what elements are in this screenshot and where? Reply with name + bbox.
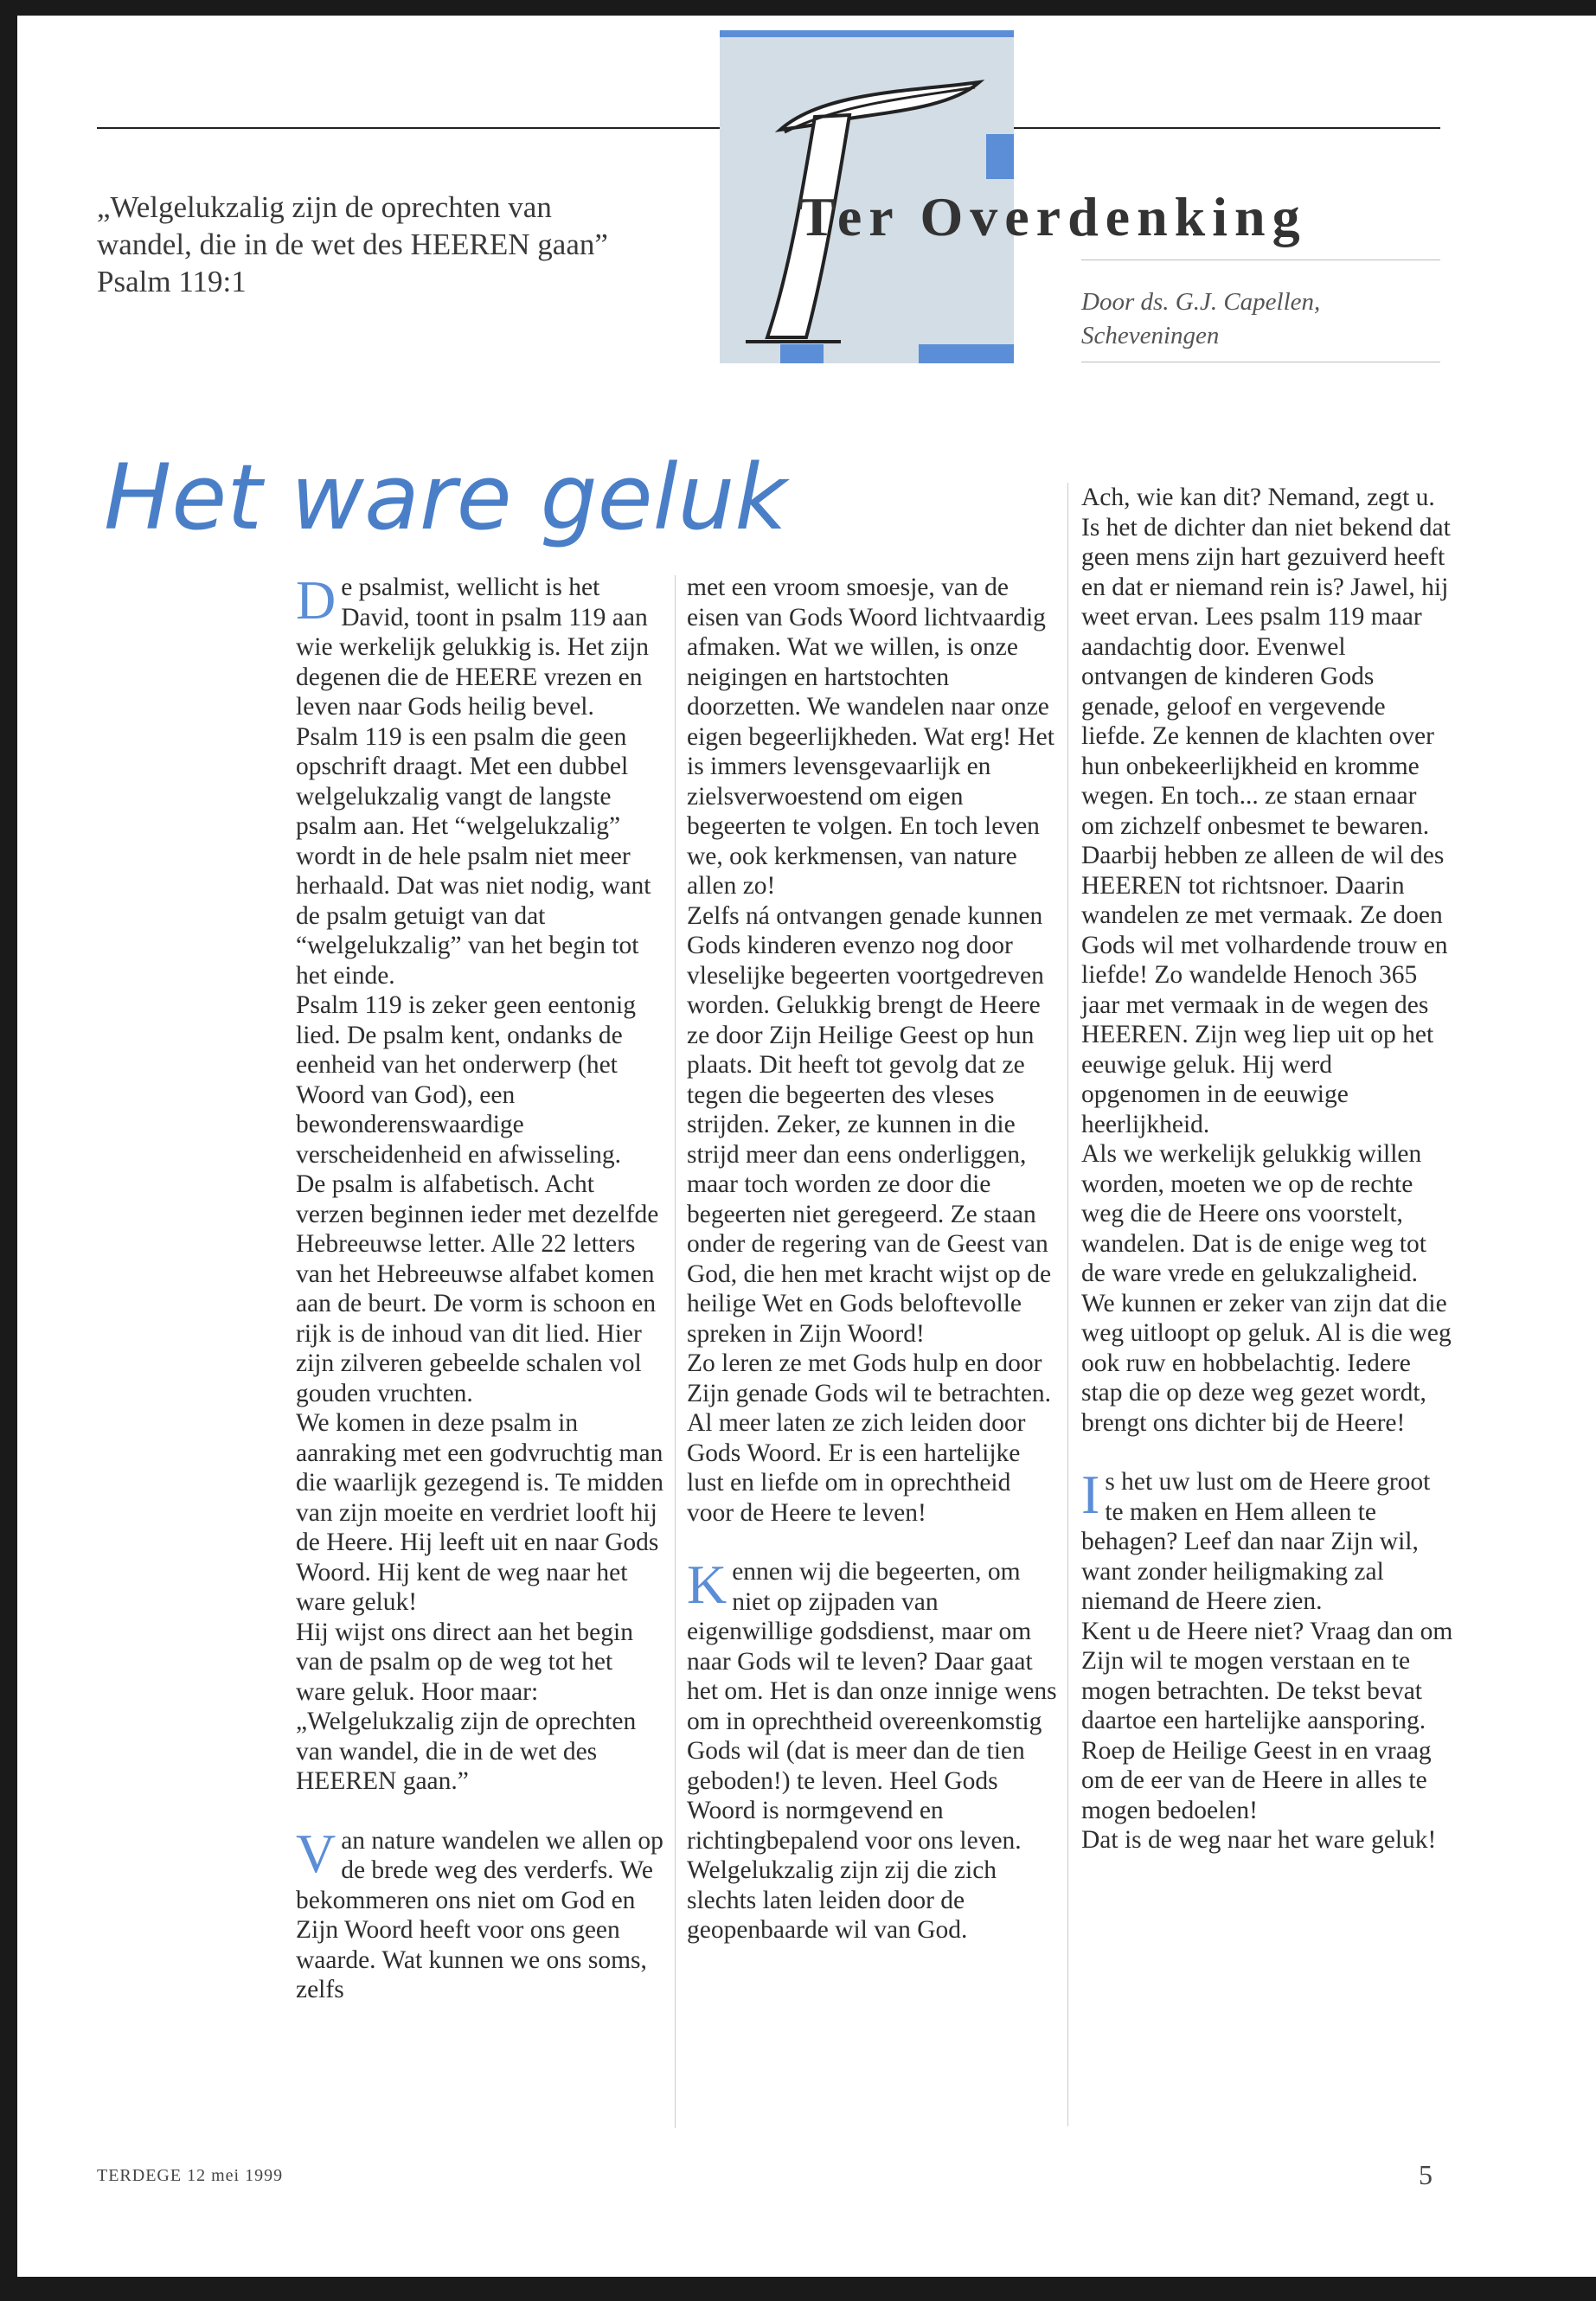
- page-border-top: [0, 0, 1596, 16]
- drop-cap: I: [1081, 1464, 1100, 1525]
- byline-author: Door ds. G.J. Capellen,: [1081, 288, 1321, 316]
- quote-line: wandel, die in de wet des HEEREN gaan”: [97, 228, 608, 261]
- paragraph: [296, 569, 666, 722]
- paragraph-text: s het uw lust om de Heere groot te maken en Hem alleen te behagen? Leef dan naar Zijn wil, want zonder heiligmaking zal niemand de Heere zien.: [1081, 1468, 1431, 1615]
- paragraph: met een vroom smoesje, van de eisen van Gods Woord lichtvaardig afmaken. Wat we willen, is onze neigingen en hartstochten doorzetten. We wandelen naar onze eigen begeerlijkheden. Wat erg! Het is immers levensgevaarlijk en zielsverwoestend om eigen begeerten te volgen. En toch leven we, ook kerkmensen, van nature allen zo!: [687, 574, 1054, 900]
- drop-cap: D: [296, 569, 337, 631]
- byline-location: Scheveningen: [1081, 322, 1220, 349]
- column-divider: [675, 575, 676, 2128]
- drop-cap: K: [687, 1554, 727, 1615]
- article-column-3: [1081, 483, 1453, 1856]
- paragraph-gap: [687, 1528, 1057, 1557]
- header-rule-right: [1014, 127, 1440, 129]
- page-border-bottom: [0, 2277, 1596, 2301]
- paragraph: Zelfs ná ontvangen genade kunnen Gods kinderen evenzo nog door vleselijke begeerten voortgedreven worden. Gelukkig brengt de Heere ze door Zijn Heilige Geest op hun plaats. Dit heeft tot gevolg dat ze tegen die begeerten des vleses strijden. Zeker, ze kunnen in die strijd meer dan eens onderliggen, maar toch worden ze door die begeerten niet geregeerd. Ze staan onder de regering van de Geest van God, die hen met kracht wijst op de heilige Wet en Gods beloftevolle spreken in Zijn Woord!: [687, 901, 1052, 1348]
- paragraph: Als we werkelijk gelukkig willen worden, moeten we op de rechte weg die de Heere ons voorstelt, wandelen. Dat is de enige weg tot de ware vrede en gelukzaligheid. We kunnen er zeker van zijn dat die weg uitloopt op geluk. Al is die weg ook ruw en hobbelachtig. Iedere stap die op deze weg gezet wordt, brengt ons dichter bij de Heere!: [1081, 1140, 1452, 1437]
- paragraph: De psalm is alfabetisch. Acht verzen beginnen ieder met dezelfde Hebreeuwse letter. Alle 22 letters van het Hebreeuwse alfabet komen aan de beurt. De vorm is schoon en rijk is de inhoud van dit lied. Hier zijn zilveren gebeelde schalen vol gouden vruchten.: [296, 1170, 659, 1407]
- paragraph: Psalm 119 is een psalm die geen opschrift draagt. Met een dubbel welgelukzalig vangt de langste psalm aan. Het “welgelukzalig” wordt in de hele psalm niet meer herhaald. Dat was niet nodig, want de psalm getuigt van dat “welgelukzalig” van het begin tot het einde.: [296, 722, 651, 990]
- paragraph-text: ennen wij die begeerten, om niet op zijpaden van eigenwillige godsdienst, maar om naar Gods wil te leven? Daar gaat het om. Het is dan onze innige wens om in oprechtheid overeenkomstig Gods wil (dat is meer dan de tien geboden!) te leven. Heel Gods Woord is normgevend en richtingbepalend voor ons leven. Welgelukzalig zijn zij die zich slechts laten leiden door de geopenbaarde wil van God.: [687, 1558, 1057, 1944]
- quote-line: Psalm 119:1: [97, 265, 247, 298]
- page-border-left: [0, 0, 17, 2301]
- paragraph-text: e psalmist, wellicht is het David, toont in psalm 119 aan wie werkelijk gelukkig is. Het zijn degenen die de HEERE vrezen en leven naar Gods heilig bevel.: [296, 574, 649, 721]
- drop-cap: V: [296, 1822, 337, 1884]
- paragraph: Ach, wie kan dit? Nemand, zegt u. Is het de dichter dan niet bekend dat geen mens zijn hart gezuiverd heeft en dat er niemand rein is? Jawel, hij weet ervan. Lees psalm 119 maar aandachtig door. Evenwel ontvangen de kinderen Gods genade, geloof en vergevende liefde. Ze kennen de klachten over hun onbekeerlijkheid en kromme wegen. En toch... ze staan ernaar om zichzelf onbesmet te bewaren. Daarbij hebben ze alleen de wil des HEEREN tot richtsnoer. Daarin wandelen ze met vermaak. Ze doen Gods wil met volhardende trouw en liefde! Zo wandelde Henoch 365 jaar met vermaak in de wegen des HEEREN. Zijn weg liep uit op het eeuwige geluk. Hij werd opgenomen in de eeuwige heerlijkheid.: [1081, 484, 1451, 1138]
- paragraph: Zo leren ze met Gods hulp en door Zijn genade Gods wil te betrachten. Al meer laten ze zich leiden door Gods Woord. Er is een hartelijke lust en liefde om in oprechtheid voor de Heere te leven!: [687, 1349, 1052, 1527]
- publication-info: TERDEGE 12 mei 1999: [97, 2166, 284, 2185]
- column-divider: [1067, 483, 1068, 2126]
- paragraph: [1081, 1464, 1453, 1617]
- header-quote: [97, 189, 659, 300]
- paragraph: Kent u de Heere niet? Vraag dan om Zijn wil te mogen verstaan en te mogen betrachten. De tekst bevat daartoe een hartelijke aansporing. Roep de Heilige Geest in en vraag om de eer van de Heere in alles te mogen bedoelen!: [1081, 1617, 1453, 1824]
- paragraph: We komen in deze psalm in aanraking met een godvruchtig man die waarlijk gezegend is. Te midden van zijn moeite en verdriet looft hij de Heere. Hij leeft uit en naar Gods Woord. Hij kent de weg naar het ware geluk!: [296, 1409, 663, 1616]
- article-column-1: [296, 569, 666, 2005]
- paragraph-gap: [1081, 1438, 1453, 1467]
- byline: [1081, 285, 1320, 353]
- page-number: 5: [1419, 2159, 1433, 2190]
- paragraph: Hij wijst ons direct aan het begin van de psalm op de weg tot het ware geluk. Hoor maar: „Welgelukzalig zijn de oprechten van wandel, die in de wet des HEEREN gaan.”: [296, 1618, 637, 1795]
- header-rule-left: [97, 127, 720, 129]
- paragraph: Dat is de weg naar het ware geluk!: [1081, 1826, 1437, 1854]
- article-title: Het ware geluk: [104, 445, 787, 550]
- paragraph: [296, 1822, 666, 2005]
- paragraph-text: an nature wandelen we allen op de brede weg des verderfs. We bekommeren ons niet om God en Zijn Woord heeft voor ons geen waarde. Wat kunnen we ons soms, zelfs: [296, 1826, 663, 2003]
- paragraph: [687, 1554, 1057, 1945]
- quote-line: „Welgelukzalig zijn de oprechten van: [97, 190, 552, 224]
- section-title: Ter Overdenking: [798, 186, 1307, 247]
- paragraph: Psalm 119 is zeker geen eentonig lied. De psalm kent, ondanks de eenheid van het onderwerp (het Woord van God), een bewonderenswaardige verscheidenheid en afwisseling.: [296, 991, 636, 1169]
- article-column-2: [687, 573, 1057, 1945]
- paragraph-gap: [296, 1797, 666, 1826]
